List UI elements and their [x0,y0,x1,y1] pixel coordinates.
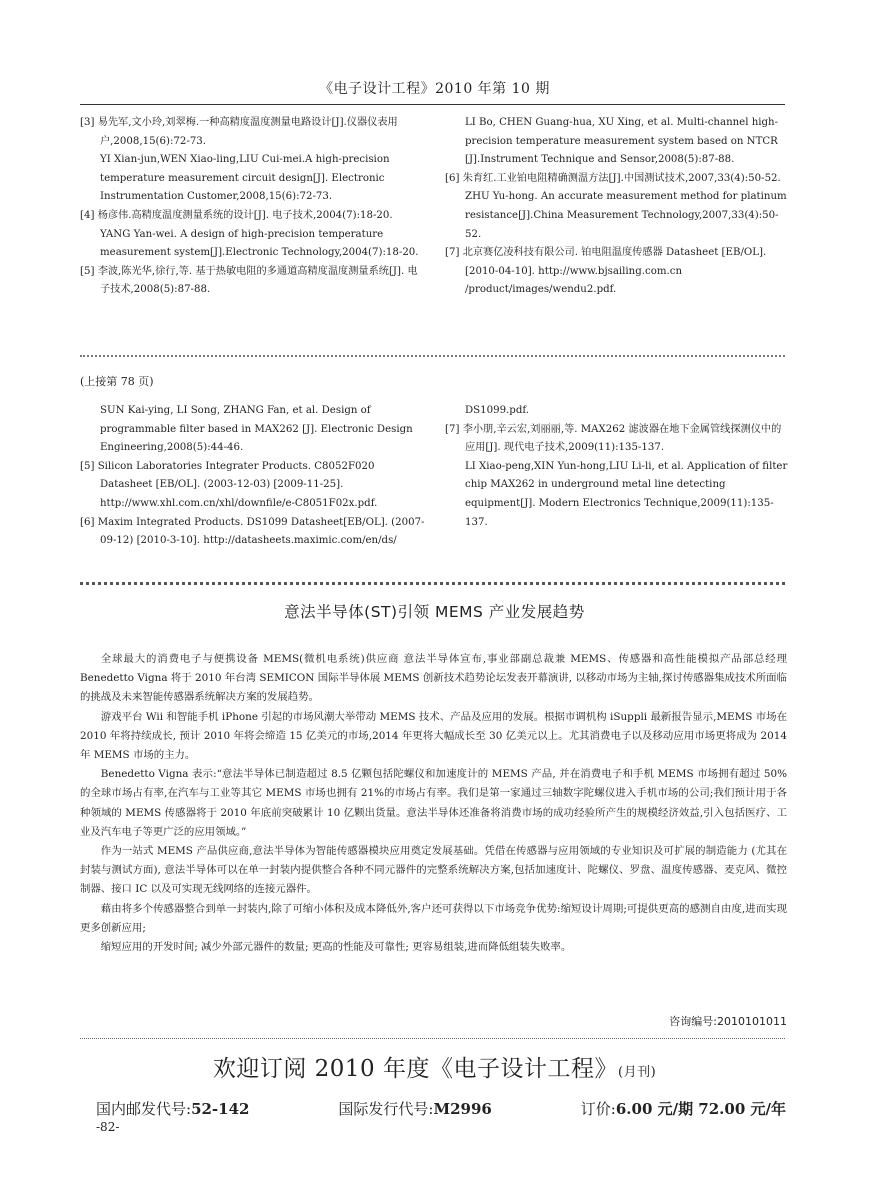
promo-codes [96,1098,786,1119]
article-paragraph: 缩短应用的开发时间; 减少外部元器件的数量; 更高的性能及可靠性; 更容易组装,进而降低组装失败率。 [100,941,572,954]
article-title: 意法半导体(ST)引领 MEMS 产业发展趋势 [284,603,585,621]
divider-dotted [80,355,785,357]
reference-item: [7] 李小朋,辛云宏,刘丽丽,等. MAX262 滤波器在地下金属管线探测仪中的应用[J]. 现代电子技术,2009(11):135-137. [445,423,782,454]
promo-title: 欢迎订阅 2010 年度《电子设计工程》(月刊) [212,1056,657,1082]
reference-continued: DS1099.pdf. [465,405,529,416]
reference-item: [6] 朱育红.工业铂电阻精确测温方法[J].中国测试技术,2007,33(4):50-52. [445,172,781,184]
price: 订价:6.00 元/期 72.00 元/年 [580,1100,786,1118]
header-rule [80,104,785,105]
page-number: -82- [96,1120,120,1134]
top-refs-left [80,114,425,300]
reference-continued: SUN Kai-ying, LI Song, ZHANG Fan, et al. Design of programmable filter based in MAX262 [J]. Electronic Design Engineering,2008(5):44-46. [100,405,413,454]
article-paragraph: 游戏平台 Wii 和智能手机 iPhone 引起的市场风潮大举带动 MEMS 技术、产品及应用的发展。根据市调机构 iSuppli 最新报告显示,MEMS 市场在 2010 年将持续成长, 预计 2010 年将会缔造 15 亿美元的市场,2014 年更将大幅成长至 30 亿美元以上。尤其消费电子以及移动应用市场更将成为 2014 年 MEMS 市场的主力。 [80,710,787,762]
reference-english: YI Xian-jun,WEN Xiao-ling,LIU Cui-mei.A high-precision temperature measurement circuit design[J]. Electronic Instrumentation Customer,2008,15(6):72-73. [100,154,390,203]
article-paragraph: 藉由将多个传感器整合到单一封装内,除了可缩小体积及成本降低外,客户还可获得以下市场竞争优势:缩短设计周期;可提供更高的感测自由度,进而实现更多创新应用; [80,902,787,934]
reference-item: [5] Silicon Laboratories Integrater Products. C8052F020 Datasheet [EB/OL]. (2003-12-03) [2009-11-25]. http://www.xhl.com.cn/xhl/downfile/e-C8051F02x.pdf. [80,460,378,509]
continued-label: (上接第 78 页) [80,375,154,388]
reference-continued: LI Bo, CHEN Guang-hua, XU Xing, et al. Multi-channel high-precision temperature measurement system based on NTCR [J].Instrument Technique and Sensor,2008(5):87-88. [465,117,779,166]
reference-item: [6] Maxim Integrated Products. DS1099 Datasheet[EB/OL]. (2007-09-12) [2010-3-10]. http://datasheets.maximic.com/en/ds/ [80,516,425,547]
reference-item: [5] 李波,陈光华,徐行,等. 基于热敏电阻的多通道高精度温度测量系统[J]. 电子技术,2008(5):87-88. [80,265,418,296]
domestic-code: 国内邮发代号:52-142 [96,1100,250,1118]
top-refs-right [445,114,790,300]
reference-english: ZHU Yu-hong. An accurate measurement method for platinum resistance[J].China Measurement Technology,2007,33(4):50-52. [465,191,787,240]
mid-refs-left [80,402,425,551]
reference-item: [7] 北京赛亿凌科技有限公司. 铂电阻温度传感器 Datasheet [EB/OL].[2010-04-10]. http://www.bjsailing.com.cn /product/images/wendu2.pdf. [445,247,767,296]
article-paragraph: Benedetto Vigna 表示:“意法半导体已制造超过 8.5 亿颗包括陀螺仪和加速度计的 MEMS 产品, 并在消费电子和手机 MEMS 市场拥有超过 50%的全球市场占有率,在汽车与工业等其它 MEMS 市场也拥有 21%的市场占有率。我们是第一家通过三轴数字陀螺仪进入手机市场的公司;我们预计用于各种领域的 MEMS 传感器将于 2010 年底前突破累计 10 亿颗出货量。意法半导体还准备将消费市场的成功经验所产生的规模经济效益,引入包括医疗、工业及汽车电子等更广泛的应用领域。” [80,768,787,838]
reference-item: [4] 杨彦伟.高精度温度测量系统的设计[J]. 电子技术,2004(7):18-20. [80,209,393,221]
divider-dotted [80,582,785,585]
reference-english: LI Xiao-peng,XIN Yun-hong,LIU Li-li, et al. Application of filter chip MAX262 in underground metal line detecting equipment[J]. Modern Electronics Technique,2009(11):135-137. [465,460,788,528]
consult-number: 咨询编号:2010101011 [669,1015,787,1028]
article-body [80,650,787,957]
article-paragraph: 作为一站式 MEMS 产品供应商,意法半导体为智能传感器模块应用奠定发展基础。凭借在传感器与应用领域的专业知识及可扩展的制造能力 (尤其在封装与测试方面), 意法半导体可以在单一封装内提供整合各种不同元器件的完整系统解决方案,包括加速度计、陀螺仪、罗盘、温度传感器、麦克风、微控制器、接口 IC 以及可实现无线网络的连接元器件。 [80,845,787,896]
article-paragraph: 全球最大的消费电子与便携设备 MEMS(微机电系统)供应商 意法半导体宣布,事业部副总裁兼 MEMS、传感器和高性能模拟产品部总经理 Benedetto Vigna 将于 2010 年台湾 SEMICON 国际半导体展 MEMS 创新技术趋势论坛发表开幕演讲, 以移动市场为主轴,探讨传感器集成技术所面临的挑战及未来智能传感器系统解决方案的发展趋势。 [80,653,787,704]
reference-item: [3] 易先军,文小玲,刘翠梅.一种高精度温度测量电路设计[J].仪器仪表用户,2008,15(6):72-73. [80,117,398,147]
international-code: 国际发行代号:M2996 [338,1100,492,1118]
reference-english: YANG Yan-wei. A design of high-precision temperature measurement system[J].Electronic Technology,2004(7):18-20. [100,228,419,259]
journal-header: 《电子设计工程》2010 年第 10 期 [319,81,550,97]
divider-dotted [80,1038,785,1039]
mid-refs-right [445,402,790,532]
